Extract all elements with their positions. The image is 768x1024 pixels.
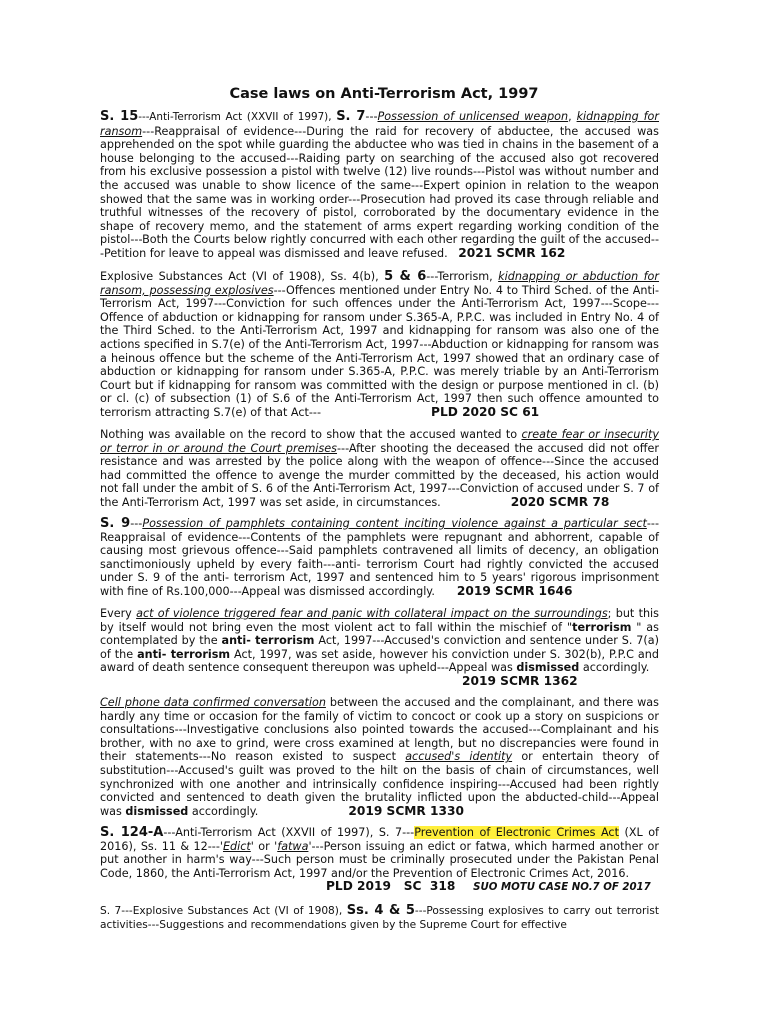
para-text: --- [130,517,143,530]
underlined-phrase: kidnapping or abduction for ransom, possessing explosives [100,270,660,297]
citation: 2019 SCMR 1330 [348,803,464,818]
section-ref: S. 15 [100,109,139,124]
case-paragraph-7 [100,826,659,895]
para-text: accordingly. [579,661,650,675]
bold-term: dismissed [125,804,189,818]
para-text: Every [100,607,137,620]
para-text: S. 7---Explosive Substances Act (VI of 1908), [100,905,347,917]
para-text: , [568,110,577,123]
para-text: Act, 1997---Accused's conviction and sentence under S. 7(a) of the [100,634,659,661]
para-text: between the accused and the complainant, and there was hardly any time or occasion for the family of victim to concoct or cook up a story on suspicions or consultations---Investigative conclusions also pointed towards the accused---Complainant and his brother, with no axe to grind, were cross examined at length, but no discrepancies were found in their statements---No reason existed to suspect [100,696,659,764]
page-title: Case laws on Anti-Terrorism Act, 1997 [229,86,539,102]
para-text: ; but this by itself would not bring even the most violent act to fall within the mischief of " [100,607,659,634]
para-text: Nothing was available on the record to show that the accused wanted to [100,428,522,441]
citation: 2019 SCMR 1362 [462,673,578,688]
section-ref: 5 & 6 [384,269,427,284]
bold-term: anti- terrorism [221,634,315,648]
underlined-phrase: fatwa [277,839,309,853]
section-ref: Ss. 4 & 5 [346,903,415,918]
para-text: ---Anti-Terrorism Act (XXVII of 1997), [138,111,337,123]
section-ref: S. 7 [336,109,366,124]
case-paragraph-4 [100,517,659,599]
case-paragraph-1 [100,110,659,261]
case-paragraph-3 [100,428,659,510]
para-text: ---Offences mentioned under Entry No. 4 to Third Sched. of the Anti-Terrorism Act, 1997---Conviction for such offences under the Anti-Terrorism Act, 1997---Scope---Offence of abduction or kidnapping for ransom under S.365-A, P.P.C. was included in Entry No. 4 of the Third Sched. to the Anti-Terrorism Act, 1997 and kidnapping for ransom was also one of the actions specified in S.7(e) of the Anti-Terrorism Act, 1997---Abduction or kidnapping for ransom was a heinous offence but the scheme of the Anti-Terrorism Act, 1997 showed that an ordinary case of abduction or kidnapping for ransom under S.365-A, P.P.C. was merely triable by an Anti-Terrorism Court but if kidnapping for ransom was committed with the design or purpose mentioned in cl. (b) or cl. (c) of subsection (1) of S.6 of the Anti-Terrorism Act, 1997 then such offence amounted to terrorism attracting S.7(e) of that Act--- [100,283,659,419]
para-text: ---Anti-Terrorism Act (XXVII of 1997), S. 7--- [163,826,415,839]
section-ref: S. 124-A [100,825,164,840]
para-text: '---Person issuing an edict or fatwa, which harmed another or put another in harm's way---Such person must be criminally prosecuted under the Pakistan Penal Code, 1860, the Anti-Terrorism Act, 1997 and/or the Prevention of Electronic Crimes Act, 2016. [100,839,659,880]
para-text: Explosive Substances Act (VI of 1908), Ss. 4(b), [100,270,385,283]
suo-motu-case: SUO MOTU CASE NO.7 OF 2017 [473,882,651,894]
para-text: " as contemplated by the [100,620,659,648]
para-text: --- [365,110,378,123]
citation: 2019 SCMR 1646 [456,583,573,598]
para-text: ---After shooting the deceased the accused did not offer resistance and was arrested by the police along with the weapon of offence---Since the accused had committed the offence to avenge the murder committed by the deceased, his action would not fall under the ambit of S. 6 of the Anti-Terrorism Act, 1997---Conviction of accused under S. 7 of the Anti-Terrorism Act, 1997 was set aside, in circumstances. [100,441,659,509]
underlined-phrase: create fear or insecurity or terror in or around the Court premises [100,428,659,455]
case-paragraph-8 [100,904,659,932]
section-ref: S. 9 [100,516,131,531]
citation: 2021 SCMR 162 [458,245,566,260]
para-text: ---Terrorism, [426,270,499,283]
para-text: (XL of 2016), Ss. 11 & 12---' [100,826,659,853]
case-paragraph-2 [100,270,659,420]
bold-term: dismissed [516,661,580,675]
underlined-phrase: Possession of pamphlets containing content inciting violence against a particular sect [142,517,647,530]
citation: 2020 SCMR 78 [510,494,610,509]
underlined-phrase: Edict [222,839,251,853]
underlined-phrase: accused's identity [405,750,513,764]
para-text: ---Possessing explosives to carry out terrorist activities---Suggestions and recommendations given by the Supreme Court for effective [100,905,659,931]
para-text: or entertain theory of substitution---Accused's guilt was proved to the hilt on the basis of chain of circumstances, well synchronized with one another and intrinsically confidence inspiring---Accused had been rightly convicted and sentenced to death given the brutality inflicted upon the abducted-child---Appeal was [100,750,659,818]
para-text: ' or ' [250,839,278,853]
para-text: ---Reappraisal of evidence---Contents of the pamphlets were repugnant and abhorrent, capable of causing most grievous offence---Said pamphlets contravened all limits of decency, an obligation sanctimoniously upheld by every faith---anti- terrorism Court had rightly convicted the accused under S. 9 of the anti- terrorism Act, 1997 and sentenced him to 5 years' rigorous imprisonment with fine of Rs.100,000---Appeal was dismissed accordingly. [100,517,659,598]
case-paragraph-6 [100,696,659,818]
bold-term: anti- terrorism [137,647,231,661]
para-text: accordingly. [188,804,259,818]
underlined-phrase: kidnapping for ransom [100,110,659,138]
underlined-phrase: Possession of unlicensed weapon [377,110,569,123]
underlined-phrase: Cell phone data confirmed conversation [100,696,326,709]
para-text: ---Reappraisal of evidence---During the raid for recovery of abductee, the accused was apprehended on the spot while guarding the abductee who was tied in chains in the basement of a house belonging to the accused---Raiding party on searching of the accused also got recovered from his exclusive possession a pistol with twelve (12) live rounds---Pistol was without number and the accused was unable to show licence of the same---Expert opinion in relation to the weapon showed that the same was in working order---Prosecution had proved its case through reliable and truthful witnesses of the recovery of pistol, corroborated by the documentary evidence in the shape of recovery memo, and the statement of arms expert regarding working condition of the pistol---Both the Courts below rightly concurred with each other regarding the guilt of the accused---Petition for leave to appeal was dismissed and leave refused. [100,124,659,260]
para-text: Act, 1997, was set aside, however his conviction under S. 302(b), P.P.C and award of death sentence consequent thereupon was upheld---Appeal was [100,647,659,675]
bold-term: terrorism [572,620,632,634]
citation: PLD 2019 SC 318 [326,879,456,894]
highlighted-text: Prevention of Electronic Crimes Act [414,826,619,839]
underlined-phrase: act of violence triggered fear and panic with collateral impact on the surroundings [136,607,608,620]
citation: PLD 2020 SC 61 [431,404,540,419]
case-paragraph-5 [100,607,659,689]
